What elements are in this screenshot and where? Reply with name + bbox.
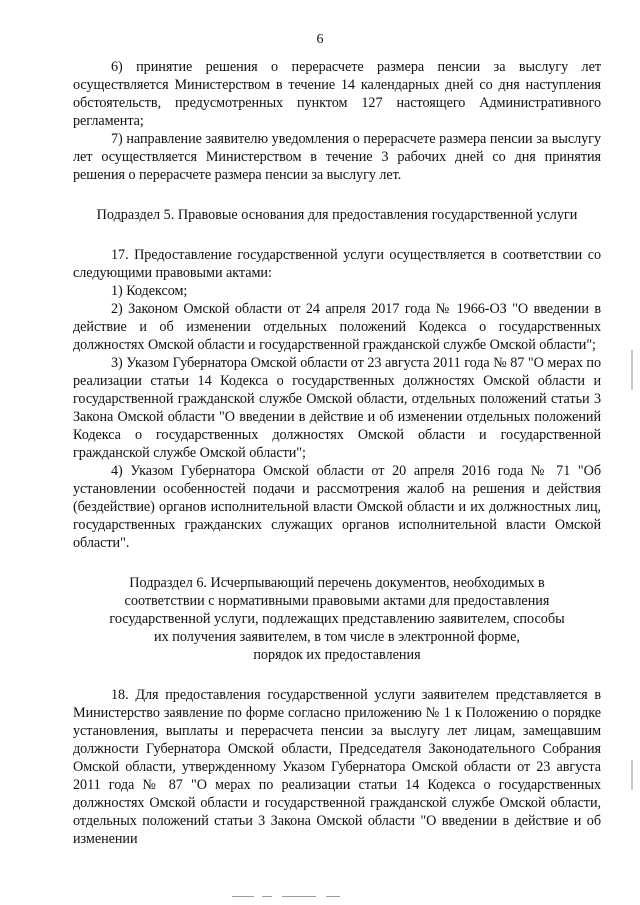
subsection-6-heading-line: Подраздел 6. Исчерпывающий перечень документов, необходимых в <box>129 575 545 591</box>
legal-act-4: 4) Указом Губернатора Омской области от 20 апреля 2016 года № 71 "Об установлении особенностей подачи и рассмотрения жалоб на решения и действия (бездействие) органов исполнительной власти Омской области и их должностных лиц, государственных гражданских служащих органов исполнительной власти Омской области". <box>73 463 601 551</box>
scan-mark <box>326 896 340 897</box>
subsection-6-heading-line: их получения заявителем, в том числе в электронной форме, <box>154 629 520 645</box>
paragraph-17: 17. Предоставление государственной услуги осуществляется в соответствии со следующими правовыми актами: <box>73 247 601 281</box>
subsection-6-heading-line: порядок их предоставления <box>253 647 421 663</box>
subsection-6-heading <box>73 574 601 664</box>
scan-edge-mark <box>631 350 633 390</box>
scan-footer-marks <box>0 888 640 905</box>
scan-mark <box>232 896 254 897</box>
document-body <box>73 58 601 848</box>
paragraph-item-7: 7) направление заявителю уведомления о перерасчете размера пенсии за выслугу лет осуществляется Министерством в течение 3 рабочих дней со дня принятия решения о перерасчете размера пенсии за выслугу лет. <box>73 131 601 183</box>
page-number: 6 <box>316 32 324 47</box>
paragraph-18: 18. Для предоставления государственной услуги заявителем представляется в Министерство заявление по форме согласно приложению № 1 к Положению о порядке установления, выплаты и перерасчета пенсии за выслугу лет лицам, замещавшим должности Губернатора Омской области, Председателя Законодательного Собрания Омской области, утвержденному Указом Губернатора Омской области от 23 августа 2011 года № 87 "О мерах по реализации статьи 14 Кодекса о государственных должностях Омской области и государственной гражданской службе Омской области, отдельных положений статьи 3 Закона Омской области "О введении в действие и об изменении <box>73 687 601 847</box>
subsection-5-heading: Подраздел 5. Правовые основания для предоставления государственной услуги <box>96 207 578 223</box>
legal-act-3: 3) Указом Губернатора Омской области от 23 августа 2011 года № 87 "О мерах по реализации статьи 14 Кодекса о государственных должностях Омской области и государственной гражданской службе Омской области, отдельных положений статьи 3 Закона Омской области "О введении в действие и об изменении отдельных положений Кодекса о государственных должностях Омской области и государственной гражданской службе Омской области"; <box>73 355 601 461</box>
scan-edge-mark <box>631 760 633 790</box>
subsection-6-heading-line: государственной услуги, подлежащих представлению заявителем, способы <box>109 611 565 627</box>
subsection-6-heading-line: соответствии с нормативными правовыми актами для предоставления <box>124 593 550 609</box>
paragraph-item-6: 6) принятие решения о перерасчете размера пенсии за выслугу лет осуществляется Министерством в течение 14 календарных дней со дня наступления обстоятельств, предусмотренных пунктом 127 настоящего Административного регламента; <box>73 59 601 129</box>
scan-mark <box>282 896 316 897</box>
legal-act-2: 2) Законом Омской области от 24 апреля 2017 года № 1966-ОЗ "О введении в действие и об изменении отдельных положений Кодекса о государственных должностях Омской области и государственной гражданской службе Омской области"; <box>73 301 601 353</box>
legal-act-1: 1) Кодексом; <box>111 283 188 299</box>
scan-mark <box>262 896 272 897</box>
